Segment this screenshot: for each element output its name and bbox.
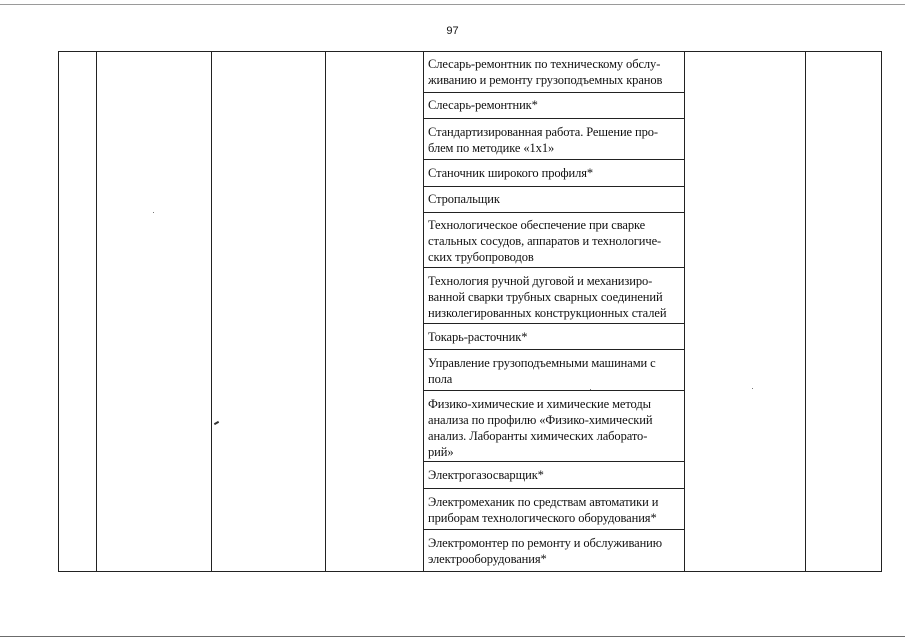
table-cell [428, 217, 682, 265]
cell-line: стальных сосудов, аппаратов и технологиче- [428, 234, 662, 248]
cell-line: низколегированных конструкционных сталей [428, 306, 667, 320]
table-cell [428, 494, 682, 526]
row-divider [423, 186, 684, 187]
cell-line: анализ. Лаборанты химических лаборато- [428, 429, 648, 443]
cell-line: Стропальщик [428, 192, 500, 206]
table-cell [428, 355, 682, 387]
table-cell [428, 97, 682, 113]
row-divider [423, 323, 684, 324]
cell-line: электрооборудования* [428, 552, 547, 566]
cell-line: Технология ручной дуговой и механизиро- [428, 274, 653, 288]
cell-line: ских трубопроводов [428, 250, 534, 264]
table-cell [428, 165, 682, 181]
cell-line: Слесарь-ремонтник по техническому обслу- [428, 57, 661, 71]
column-divider [423, 51, 424, 572]
row-divider [423, 349, 684, 350]
cell-line: Стандартизированная работа. Решение про- [428, 125, 658, 139]
column-divider [325, 51, 326, 572]
page-number: 97 [446, 25, 459, 37]
column-divider [211, 51, 212, 572]
row-divider [423, 118, 684, 119]
table-cell [428, 467, 682, 483]
cell-line: пола [428, 372, 453, 386]
row-divider [423, 529, 684, 530]
scan-speck [752, 388, 753, 389]
row-divider [423, 159, 684, 160]
row-divider [423, 267, 684, 268]
cell-line: Электромеханик по средствам автоматики и [428, 495, 659, 509]
table-cell [428, 273, 682, 321]
cell-line: Физико-химические и химические методы [428, 397, 651, 411]
table-cell [428, 329, 682, 345]
cell-line: Управление грузоподъемными машинами с [428, 356, 656, 370]
cell-line: Технологическое обеспечение при сварке [428, 218, 646, 232]
table-cell [428, 124, 682, 156]
cell-line: ванной сварки трубных сварных соединений [428, 290, 663, 304]
column-divider [96, 51, 97, 572]
cell-line: живанию и ремонту грузоподъемных кранов [428, 73, 663, 87]
row-divider [423, 212, 684, 213]
row-divider [423, 92, 684, 93]
table-cell [428, 191, 682, 207]
scan-speck [153, 212, 154, 213]
top-rule [0, 4, 905, 5]
cell-line: анализа по профилю «Физико-химический [428, 413, 653, 427]
row-divider [423, 488, 684, 489]
scan-speck [590, 389, 591, 390]
cell-line: Электромонтер по ремонту и обслуживанию [428, 536, 663, 550]
cell-line: Электрогазосварщик* [428, 468, 544, 482]
column-divider [684, 51, 685, 572]
bottom-rule [0, 636, 905, 637]
column-divider [805, 51, 806, 572]
cell-line: Станочник широкого профиля* [428, 166, 594, 180]
row-divider [423, 461, 684, 462]
table-cell [428, 56, 682, 88]
table-cell [428, 396, 682, 460]
cell-line: приборам технологического оборудования* [428, 511, 657, 525]
cell-line: блем по методике «1x1» [428, 141, 555, 155]
table-cell [428, 535, 682, 567]
cell-line: Слесарь-ремонтник* [428, 98, 538, 112]
cell-line: Токарь-расточник* [428, 330, 528, 344]
cell-line: рий» [428, 445, 454, 459]
row-divider [423, 390, 684, 391]
